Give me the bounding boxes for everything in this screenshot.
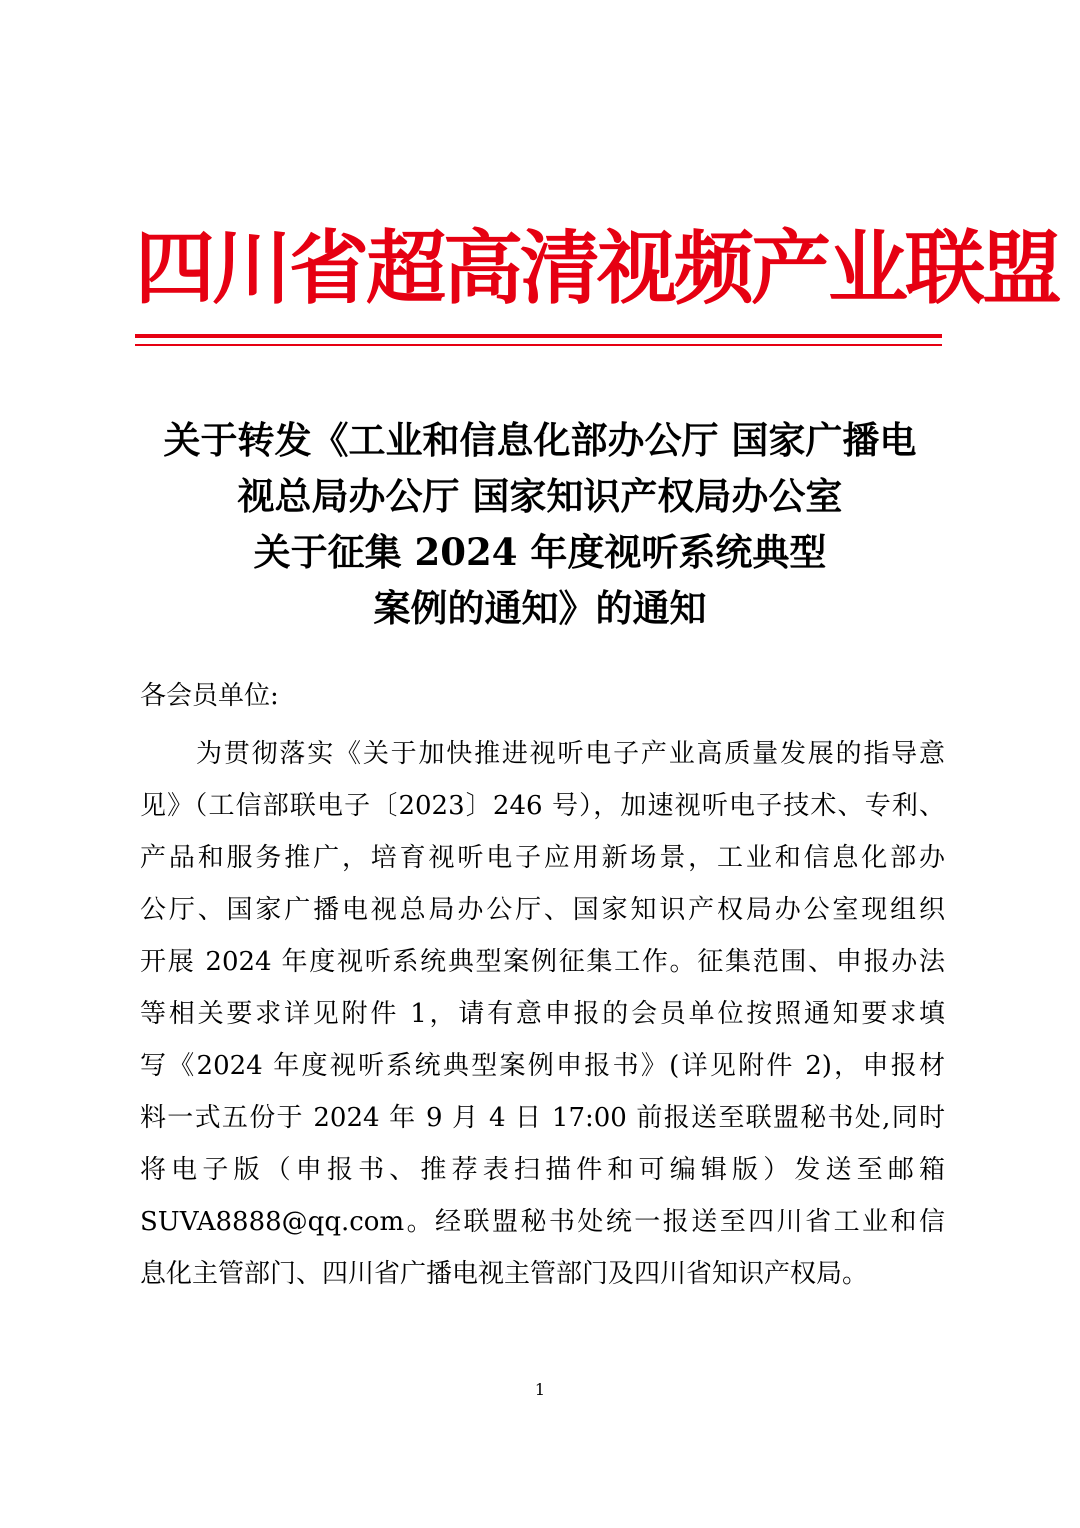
body-line: 开展 2024 年度视听系统典型案例征集工作。征集范围、申报办法 (140, 947, 945, 977)
title-line: 关于征集 2024 年度视听系统典型 (253, 530, 827, 574)
body-line: 息化主管部门、四川省广播电视主管部门及四川省知识产权局。 (140, 1259, 869, 1289)
page-number: 1 (534, 1380, 546, 1399)
letterhead-divider-thin (135, 344, 942, 346)
title-line: 案例的通知》的通知 (373, 586, 707, 630)
title-line: 视总局办公厅 国家知识产权局办公室 (237, 474, 843, 518)
body-line: 写《2024 年度视听系统典型案例申报书》(详见附件 2)，申报材 (140, 1051, 945, 1081)
body-line: 料一式五份于 2024 年 9 月 4 日 17:00 前报送至联盟秘书处,同时 (140, 1103, 945, 1133)
body-line: 见》（工信部联电子〔2023〕246 号），加速视听电子技术、专利、 (140, 791, 945, 821)
body-line: 将电子版（申报书、推荐表扫描件和可编辑版）发送至邮箱 (140, 1155, 945, 1185)
body-line: 公厅、国家广播电视总局办公厅、国家知识产权局办公室现组织 (140, 895, 945, 925)
letterhead-org-name: 四川省超高清视频产业联盟 (135, 222, 1059, 315)
body-paragraph (140, 732, 945, 1304)
document-title (120, 412, 960, 636)
salutation: 各会员单位: (140, 681, 279, 711)
body-line: 等相关要求详见附件 1，请有意申报的会员单位按照通知要求填 (140, 999, 945, 1029)
letterhead-divider-thick (135, 334, 942, 338)
body-line: 产品和服务推广，培育视听电子应用新场景，工业和信息化部办 (140, 843, 945, 873)
body-line: SUVA8888@qq.com。经联盟秘书处统一报送至四川省工业和信 (140, 1207, 945, 1237)
body-line: 为贯彻落实《关于加快推进视听电子产业高质量发展的指导意 (196, 739, 945, 769)
title-line: 关于转发《工业和信息化部办公厅 国家广播电 (163, 418, 917, 462)
